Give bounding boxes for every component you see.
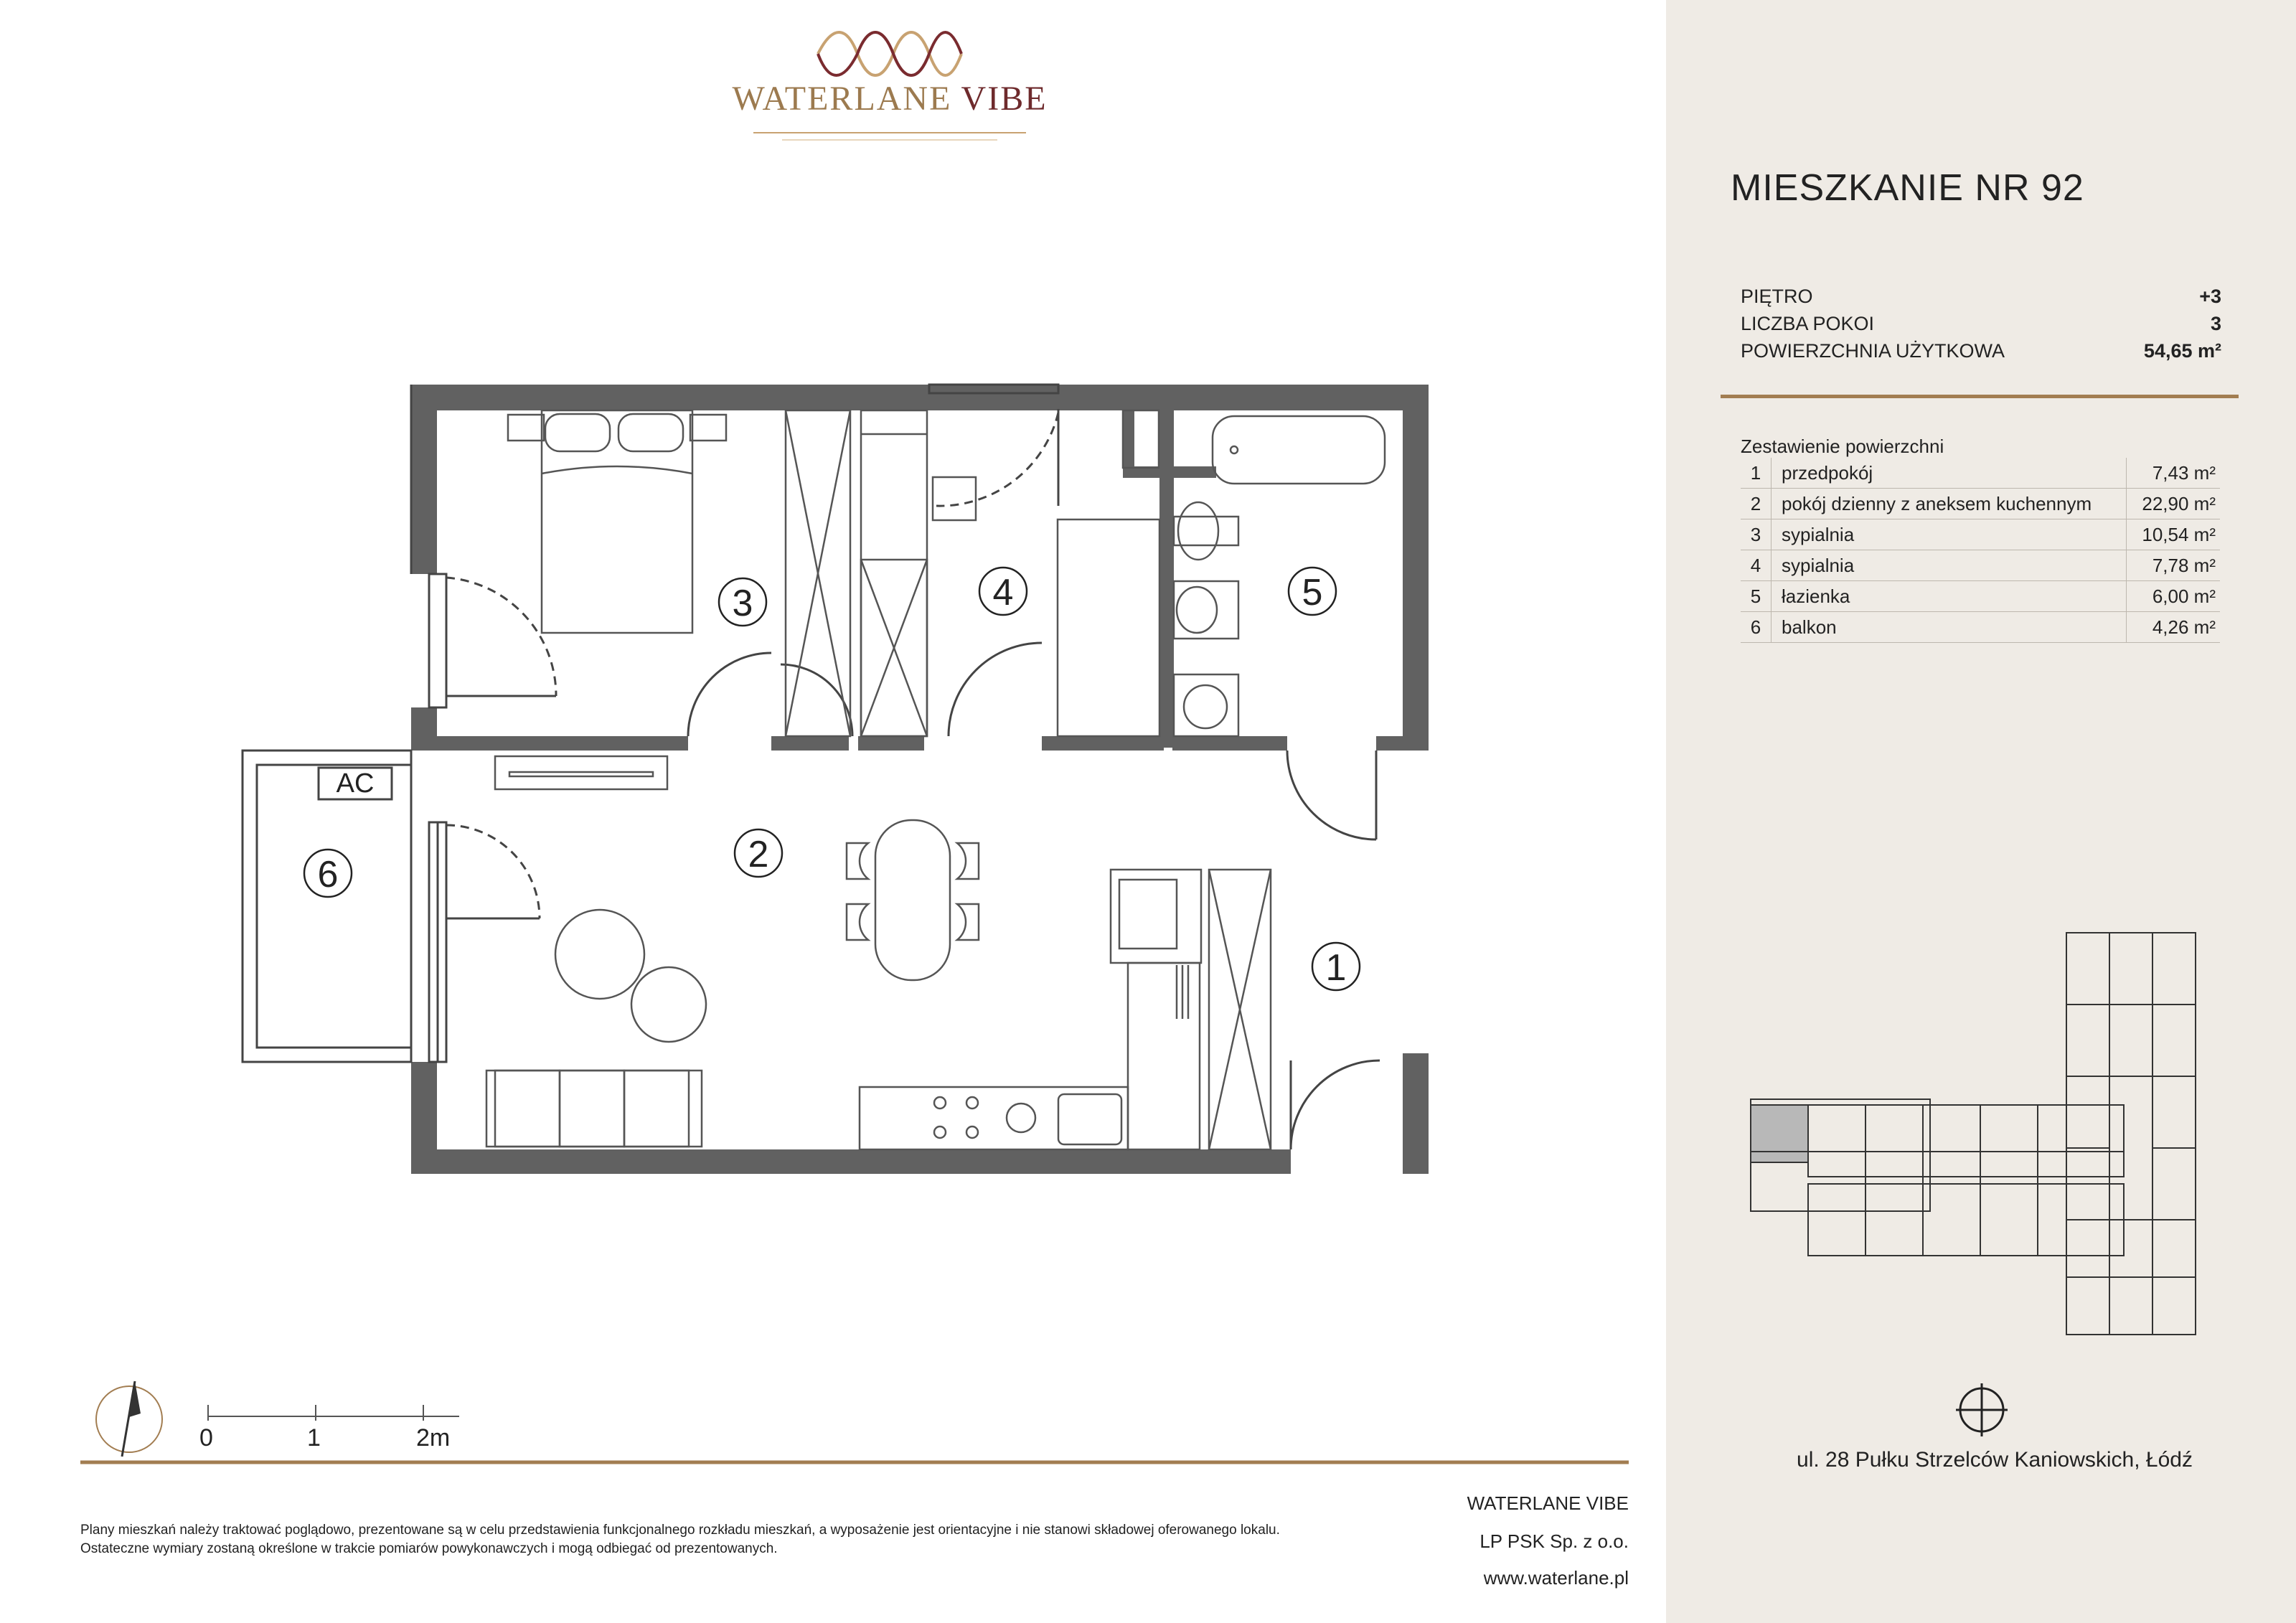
table-row — [1741, 519, 2220, 550]
disclaimer — [80, 1521, 1458, 1558]
room-area: 10,54 m² — [2127, 519, 2221, 550]
disclaimer-line-2: Ostateczne wymiary zostaną określone w trakcie pomiarów powykonawczych i mogą odbiegać od prezentowanych. — [80, 1541, 778, 1556]
address: ul. 28 Pułku Strzelców Kaniowskich, Łódź — [1797, 1448, 2193, 1472]
room-name: sypialnia — [1772, 519, 2127, 550]
room-name: pokój dzienny z aneksem kuchennym — [1772, 489, 2127, 519]
doors — [446, 409, 1380, 1149]
scale-label-0: 0 — [199, 1424, 213, 1452]
room-number-4: 4 — [992, 572, 1014, 613]
walls — [411, 385, 1429, 1174]
room-number-2: 2 — [748, 834, 769, 875]
scale-label-2m: 2m — [416, 1424, 451, 1452]
north-icon — [1956, 1383, 2008, 1436]
room-name: przedpokój — [1772, 458, 2127, 489]
area-value: 54,65 m² — [2143, 340, 2221, 362]
room-area: 6,00 m² — [2127, 581, 2221, 612]
ac-label: AC — [336, 768, 375, 799]
table-row — [1741, 581, 2220, 612]
windows — [411, 385, 1058, 1062]
table-row — [1741, 550, 2220, 581]
room-number-1: 1 — [1325, 947, 1347, 989]
areas-table — [1741, 458, 2220, 643]
room-area: 4,26 m² — [2127, 612, 2221, 643]
row-number: 3 — [1741, 519, 1772, 550]
table-row — [1741, 458, 2220, 489]
furniture — [486, 410, 1385, 1149]
scale-bar — [208, 1405, 459, 1421]
room-number-3: 3 — [732, 583, 753, 624]
room-area: 7,78 m² — [2127, 550, 2221, 581]
brand-name-part1: WATERLANE — [732, 80, 952, 118]
balcony — [243, 751, 411, 1062]
disclaimer-line-1: Plany mieszkań należy traktować poglądowo, prezentowane są w celu przedstawienia funkcjonalnego rozkładu mieszkań, a wyposażenie jest orientacyjne i nie stanowi składowej oferowanego lokalu. — [80, 1523, 1280, 1538]
area-label: POWIERZCHNIA UŻYTKOWA — [1741, 340, 2005, 362]
website-link[interactable]: www.waterlane.pl — [1483, 1567, 1629, 1589]
company-legal: LP PSK Sp. z o.o. — [1479, 1530, 1629, 1552]
room-name: łazienka — [1772, 581, 2127, 612]
apartment-title: MIESZKANIE NR 92 — [1731, 167, 2084, 209]
areas-title: Zestawienie powierzchni — [1741, 436, 1944, 457]
floor-value: +3 — [2199, 286, 2221, 307]
room-area: 7,43 m² — [2127, 458, 2221, 489]
room-number-6: 6 — [317, 854, 339, 895]
brand-name-part2: VIBE — [961, 80, 1048, 118]
company-name: WATERLANE VIBE — [1467, 1492, 1629, 1514]
room-number-5: 5 — [1302, 572, 1323, 613]
room-numbers — [318, 572, 1347, 989]
row-number: 6 — [1741, 612, 1772, 643]
scale-label-1: 1 — [307, 1424, 321, 1452]
panel-divider — [1721, 395, 2239, 398]
room-area: 22,90 m² — [2127, 489, 2221, 519]
compass-icon — [96, 1381, 162, 1457]
floor-label: PIĘTRO — [1741, 286, 1813, 307]
row-number: 1 — [1741, 458, 1772, 489]
building-keyplan — [1751, 933, 2196, 1335]
rooms-value: 3 — [2210, 313, 2221, 334]
row-number: 5 — [1741, 581, 1772, 612]
table-row — [1741, 612, 2220, 643]
row-number: 4 — [1741, 550, 1772, 581]
room-name: sypialnia — [1772, 550, 2127, 581]
rooms-label: LICZBA POKOI — [1741, 313, 1875, 334]
row-number: 2 — [1741, 489, 1772, 519]
table-row — [1741, 489, 2220, 519]
room-name: balkon — [1772, 612, 2127, 643]
